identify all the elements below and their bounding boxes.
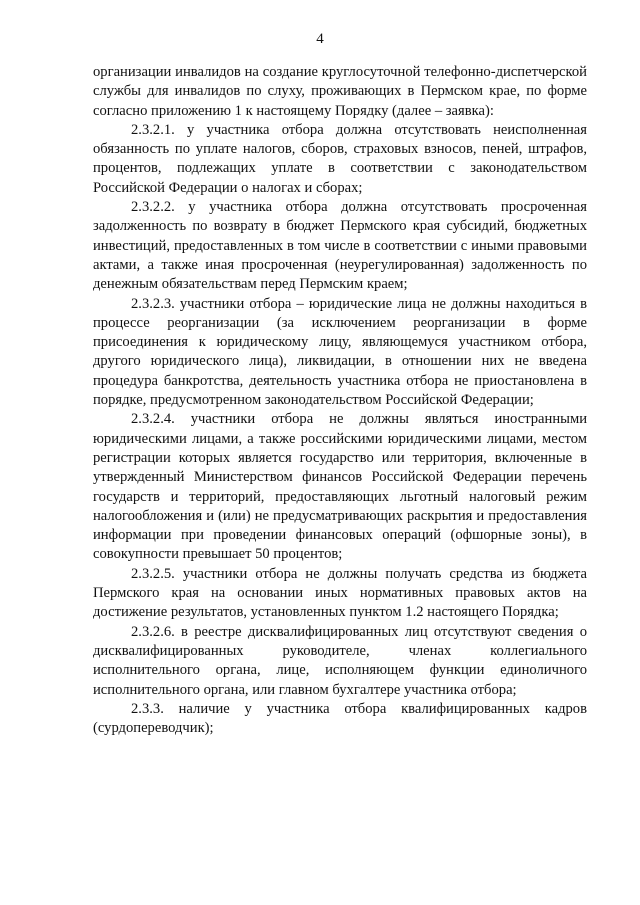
- paragraph-2-3-2-4: 2.3.2.4. участники отбора не должны являться иностранными юридическими лицами, а также российскими юридическими лицами, местом регистрации которых является государство или территория, включенные в утвержденный Министерством финансов Российской Федерации перечень государств и территорий, предоставляющих льготный налоговый режим налогообложения и (или) не предусматривающих раскрытия и предоставления информации при проведении финансовых операций (офшорные зоны), в совокупности превышает 50 процентов;: [93, 411, 587, 563]
- paragraph-2-3-3: 2.3.3. наличие у участника отбора квалифицированных кадров (сурдопереводчик);: [93, 700, 587, 737]
- paragraph-2-3-2-2: 2.3.2.2. у участника отбора должна отсутствовать просроченная задолженность по возврату в бюджет Пермского края субсидий, бюджетных инвестиций, предоставленных в том числе в соответствии с иными правовыми актами, а также иная просроченная (неурегулированная) задолженность по денежным обязательствам перед Пермским краем;: [93, 199, 587, 293]
- paragraph-2-3-2-6: 2.3.2.6. в реестре дисквалифицированных лиц отсутствуют сведения о дисквалифицированных руководителе, членах коллегиального исполнительного органа, лице, исполняющем функции единоличного исполнительного органа, или главном бухгалтере участника отбора;: [93, 623, 587, 698]
- paragraph-2-3-2-3: 2.3.2.3. участники отбора – юридические лица не должны находиться в процессе реорганизации (за исключением реорганизации в форме присоединения к юридическому лицу, являющемуся участником отбора, другого юридического лица), ликвидации, в отношении них не введена процедура банкротства, деятельность участника отбора не приостановлена в порядке, предусмотренном законодательством Российской Федерации;: [93, 295, 587, 409]
- page-number: 4: [316, 31, 324, 47]
- document-body: [93, 63, 587, 738]
- paragraph-2-3-2-5: 2.3.2.5. участники отбора не должны получать средства из бюджета Пермского края на основании иных нормативных правовых актов на достижение результатов, установленных пунктом 1.2 настоящего Порядка;: [93, 565, 587, 621]
- paragraph-intro: организации инвалидов на создание круглосуточной телефонно-диспетчерской службы для инвалидов по слуху, проживающих в Пермском крае, по форме согласно приложению 1 к настоящему Порядку (далее – заявка):: [93, 64, 587, 119]
- paragraph-2-3-2-1: 2.3.2.1. у участника отбора должна отсутствовать неисполненная обязанность по уплате налогов, сборов, страховых взносов, пеней, штрафов, процентов, подлежащих уплате в соответствии с законодательством Российской Федерации о налогах и сборах;: [93, 121, 587, 196]
